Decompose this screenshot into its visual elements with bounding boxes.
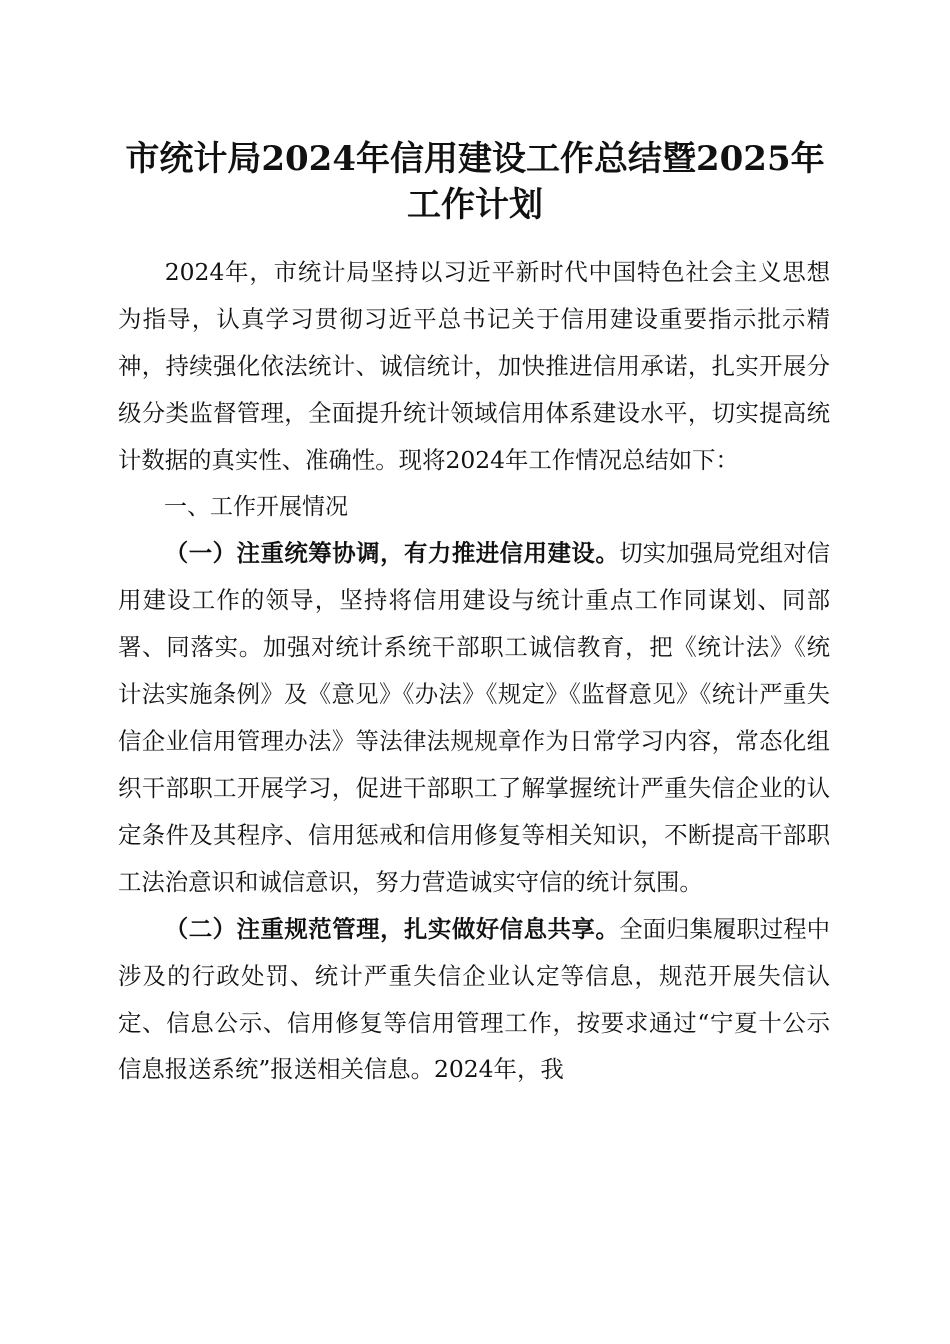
intro-paragraph: 2024年，市统计局坚持以习近平新时代中国特色社会主义思想为指导，认真学习贯彻习近平总书记关于信用建设重要指示批示精神，持续强化依法统计、诚信统计，加快推进信用承诺，扎实开展分级分类监督管理，全面提升统计领域信用体系建设水平，切实提高统计数据的真实性、准确性。现将2024年工作情况总结如下： [118,258,830,474]
document-body [118,249,830,1093]
item-1-paragraph [118,530,830,905]
item-1-lead: （一）注重统筹协调，有力推进信用建设。 [164,539,620,568]
item-2-body: 全面归集履职过程中涉及的行政处罚、统计严重失信企业认定等信息，规范开展失信认定、信息公示、信用修复等信用管理工作，按要求通过“宁夏十公示信息报送系统”报送相关信息。2024年，我 [118,914,831,1084]
item-2-paragraph [118,906,830,1094]
document-title-line2: 工作计划 [407,185,543,225]
item-1-body: 切实加强局党组对信用建设工作的领导，坚持将信用建设与统计重点工作同谋划、同部署、同落实。加强对统计系统干部职工诚信教育，把《统计法》《统计法实施条例》及《意见》《办法》《规定》《监督意见》《统计严重失信企业信用管理办法》等法律法规规章作为日常学习内容，常态化组织干部职工开展学习，促进干部职工了解掌握统计严重失信企业的认定条件及其程序、信用惩戒和信用修复等相关知识，不断提高干部职工法治意识和诚信意识，努力营造诚实守信的统计氛围。 [118,539,831,896]
section-heading-1: 一、工作开展情况 [164,493,348,520]
item-2-lead: （二）注重规范管理，扎实做好信息共享。 [164,914,620,943]
document-title-line1: 市统计局2024年信用建设工作总结暨2025年 [125,139,825,179]
